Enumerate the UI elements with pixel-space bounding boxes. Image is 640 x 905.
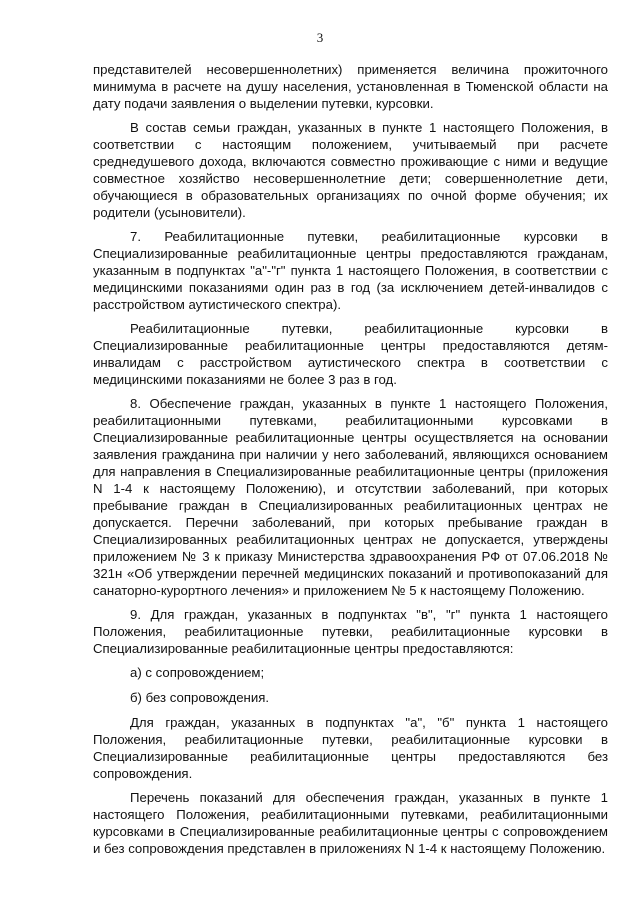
list-item-b: б) без сопровождения.: [130, 690, 270, 705]
paragraph-autism-spectrum: Реабилитационные путевки, реабилитационные курсовки в Специализированные реабилитационные центры предоставляются детям-инвалидам с расстройством аутистического спектра в соответствии с медицинскими показаниями не более 3 раз в год.: [93, 321, 608, 387]
paragraph-clause-9: 9. Для граждан, указанных в подпунктах "в", "г" пункта 1 настоящего Положения, реабилитационные путевки, реабилитационные курсовки в Специализированные реабилитационные центры предоставляются:: [93, 607, 608, 656]
paragraph-indications-list: Перечень показаний для обеспечения граждан, указанных в пункте 1 настоящего Положения, реабилитационными путевками, реабилитационными курсовками в Специализированные реабилитационные центры с сопровождением и без сопровождения представлен в приложениях N 1-4 к настоящему Положению.: [93, 790, 608, 856]
page-number: 3: [316, 30, 324, 45]
paragraph-clause-7: 7. Реабилитационные путевки, реабилитационные курсовки в Специализированные реабилитационные центры предоставляются гражданам, указанным в подпунктах "а"-"г" пункта 1 настоящего Положения, в соответствии с медицинскими показаниями один раз в год (за исключением детей-инвалидов с расстройством аутистического спектра).: [93, 229, 608, 312]
list-item-a: а) с сопровождением;: [130, 665, 265, 680]
document-body: [93, 61, 608, 864]
paragraph-family-composition: В состав семьи граждан, указанных в пункте 1 настоящего Положения, в соответствии с настоящим положением, учитываемый при расчете среднедушевого дохода, включаются совместно проживающие с ними и ведущие совместное хозяйство несовершеннолетние дети; совершеннолетние дети, обучающиеся в образовательных организациях по очной форме обучения; их родители (усыновители).: [93, 120, 608, 220]
paragraph-without-escort: Для граждан, указанных в подпунктах "а", "б" пункта 1 настоящего Положения, реабилитационные путевки, реабилитационные курсовки в Специализированные реабилитационные центры предоставляются без сопровождения.: [93, 715, 608, 781]
paragraph-continuation: представителей несовершеннолетних) применяется величина прожиточного минимума в расчете на душу населения, установленная в Тюменской области на дату подачи заявления о выделении путевки, курсовки.: [93, 62, 608, 111]
paragraph-clause-8: 8. Обеспечение граждан, указанных в пункте 1 настоящего Положения, реабилитационными путевками, реабилитационными курсовками в Специализированные реабилитационные центры осуществляется на основании заявления гражданина при наличии у него заболеваний, являющихся основанием для направления в Специализированные реабилитационные центры (приложения N 1-4 к настоящему Положению), и отсутствии заболеваний, при которых пребывание граждан в Специализированных реабилитационных центрах не допускается. Перечни заболеваний, при которых пребывание граждан в Специализированных реабилитационных центрах не допускается, утверждены приложением № 3 к приказу Министерства здравоохранения РФ от 07.06.2018 № 321н «Об утверждении перечней медицинских показаний и противопоказаний для санаторно-курортного лечения» и приложением № 5 к настоящему Положению.: [93, 396, 608, 598]
